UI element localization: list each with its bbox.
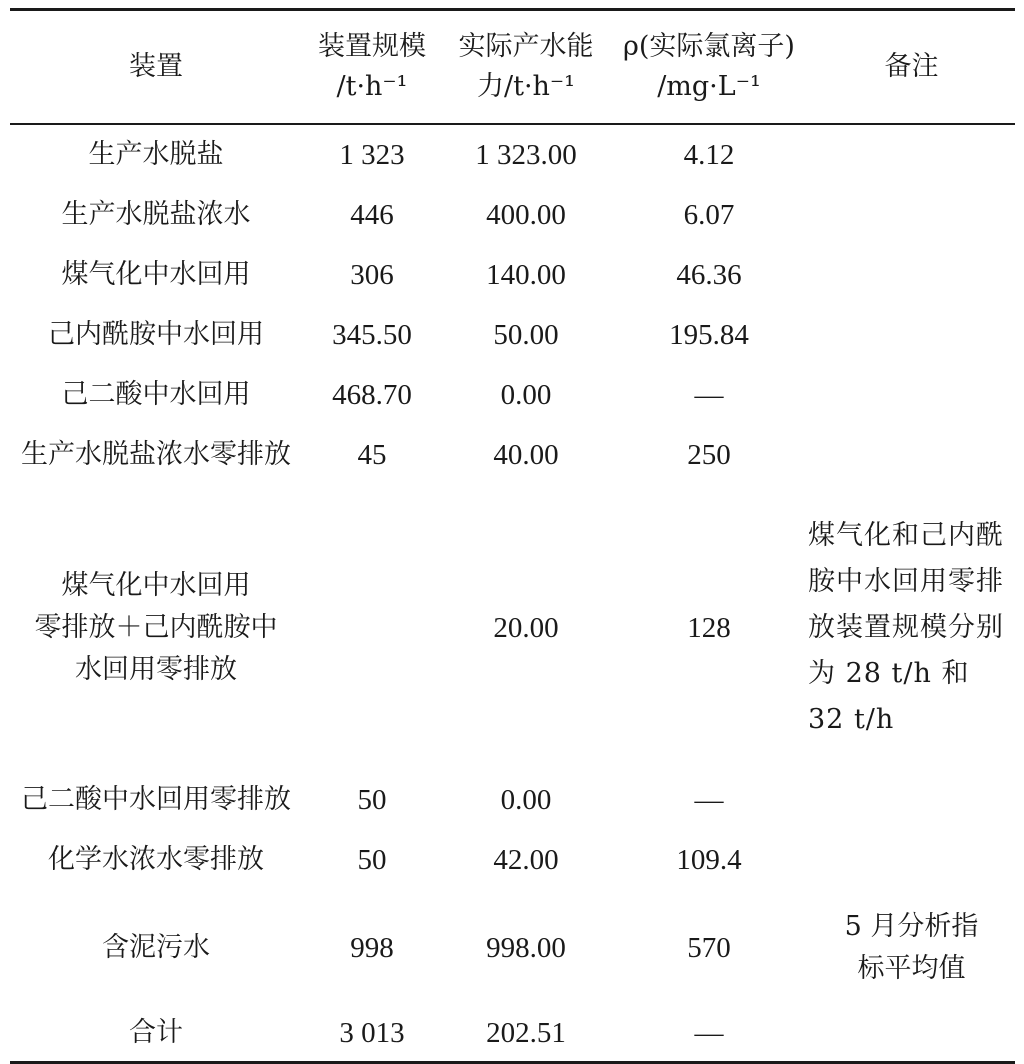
table-row bbox=[10, 830, 1015, 890]
cell-device: 己二酸中水回用 bbox=[61, 379, 251, 410]
cell-capacity: 0.00 bbox=[500, 784, 552, 816]
header-scale: 装置规模 /t·h⁻¹ bbox=[318, 31, 426, 102]
cell-scale: 446 bbox=[350, 199, 394, 231]
cell-capacity: 140.00 bbox=[486, 259, 566, 291]
cell-capacity: 20.00 bbox=[493, 611, 559, 644]
table-row bbox=[10, 124, 1015, 185]
water-treatment-table bbox=[10, 8, 1015, 1064]
cell-remark: 煤气化和己内酰胺中水回用零排放装置规模分别为 28 t/h 和 32 t/h bbox=[808, 519, 1004, 735]
cell-scale: 306 bbox=[350, 259, 394, 291]
header-capacity: 实际产水能 力/t·h⁻¹ bbox=[458, 31, 594, 102]
cell-remark bbox=[808, 245, 1015, 305]
cell-remark: 5 月分析指 标平均值 bbox=[844, 910, 979, 984]
cell-scale: 3 013 bbox=[339, 1017, 405, 1049]
cell-remark bbox=[808, 770, 1015, 830]
cell-chloride: 195.84 bbox=[669, 319, 749, 351]
cell-capacity: 1 323.00 bbox=[475, 139, 577, 171]
table-row bbox=[10, 185, 1015, 245]
cell-chloride: 128 bbox=[687, 611, 731, 644]
cell-device: 合计 bbox=[129, 1017, 183, 1048]
cell-chloride: — bbox=[694, 784, 724, 816]
table-row bbox=[10, 245, 1015, 305]
cell-capacity: 400.00 bbox=[486, 199, 566, 231]
cell-chloride: 46.36 bbox=[676, 259, 742, 291]
total-row bbox=[10, 1005, 1015, 1063]
cell-device: 己内酰胺中水回用 bbox=[48, 319, 264, 350]
cell-chloride: 4.12 bbox=[683, 139, 735, 171]
cell-capacity: 998.00 bbox=[486, 931, 566, 964]
table-row bbox=[10, 485, 1015, 770]
cell-scale: 45 bbox=[357, 439, 387, 471]
table-row bbox=[10, 365, 1015, 425]
cell-device: 含泥污水 bbox=[102, 931, 210, 963]
cell-scale bbox=[302, 485, 442, 770]
header-remark: 备注 bbox=[884, 51, 939, 82]
cell-scale: 1 323 bbox=[339, 139, 405, 171]
cell-capacity: 42.00 bbox=[493, 844, 559, 876]
table-row bbox=[10, 890, 1015, 1005]
cell-scale: 50 bbox=[357, 784, 387, 816]
cell-remark bbox=[808, 124, 1015, 185]
cell-capacity: 40.00 bbox=[493, 439, 559, 471]
header-chloride: ρ(实际氯离子) /mg·L⁻¹ bbox=[623, 31, 795, 102]
cell-device: 煤气化中水回用 bbox=[61, 259, 251, 290]
cell-remark bbox=[808, 830, 1015, 890]
table-row bbox=[10, 305, 1015, 365]
cell-remark bbox=[808, 305, 1015, 365]
cell-remark bbox=[808, 185, 1015, 245]
cell-device: 己二酸中水回用零排放 bbox=[21, 784, 291, 815]
cell-device: 煤气化中水回用 零排放＋己内酰胺中 水回用零排放 bbox=[34, 569, 278, 685]
cell-chloride: — bbox=[694, 1017, 724, 1049]
cell-chloride: 109.4 bbox=[676, 844, 742, 876]
cell-device: 生产水脱盐 bbox=[88, 139, 224, 170]
cell-capacity: 0.00 bbox=[500, 379, 552, 411]
cell-remark bbox=[808, 1005, 1015, 1063]
table-row bbox=[10, 770, 1015, 830]
cell-chloride: 250 bbox=[687, 439, 731, 471]
cell-device: 生产水脱盐浓水 bbox=[61, 199, 251, 230]
header-row bbox=[10, 10, 1015, 125]
header-device: 装置 bbox=[129, 51, 183, 82]
cell-remark bbox=[808, 365, 1015, 425]
cell-device: 生产水脱盐浓水零排放 bbox=[21, 439, 291, 470]
cell-chloride: 6.07 bbox=[683, 199, 735, 231]
cell-chloride: 570 bbox=[687, 931, 731, 964]
cell-capacity: 50.00 bbox=[493, 319, 559, 351]
table-row bbox=[10, 425, 1015, 485]
cell-device: 化学水浓水零排放 bbox=[48, 844, 264, 875]
cell-scale: 50 bbox=[357, 844, 387, 876]
cell-remark bbox=[808, 425, 1015, 485]
cell-chloride: — bbox=[694, 379, 724, 411]
cell-scale: 468.70 bbox=[332, 379, 412, 411]
cell-scale: 998 bbox=[350, 931, 394, 964]
cell-scale: 345.50 bbox=[332, 319, 412, 351]
cell-capacity: 202.51 bbox=[486, 1017, 566, 1049]
